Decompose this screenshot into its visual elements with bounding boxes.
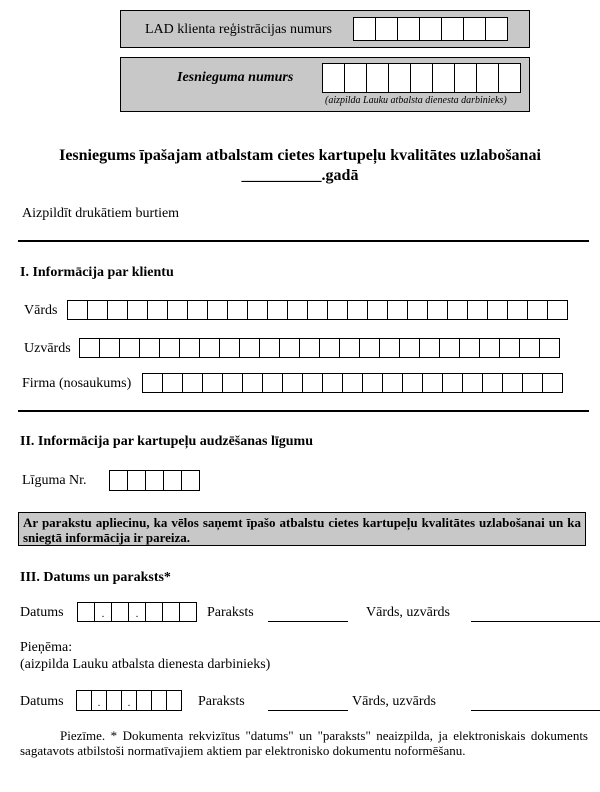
first-name-label: Vārds [24,303,58,318]
section3-heading: III. Datums un paraksts* [20,570,171,585]
submission-number-cells[interactable] [322,63,521,93]
name-surname-line[interactable] [471,621,600,622]
submission-number-note: (aizpilda Lauku atbalsta dienesta darbinieks) [325,95,507,106]
date-label-2: Datums [20,694,64,709]
divider [18,240,589,242]
first-name-cells[interactable] [67,300,568,320]
declaration-text: Ar parakstu apliecinu, ka vēlos saņemt īpašo atbalstu cietes kartupeļu kvalitātes uzlabošanai un ka sniegtā informācija ir pareiza. [23,515,581,545]
document-title [0,146,600,186]
accepted-label: Pieņēma: [20,640,73,655]
date-cells[interactable]: . . [77,602,197,622]
lad-number-label: LAD klienta reģistrācijas numurs [145,22,333,37]
name-surname-label-2: Vārds, uzvārds [352,694,436,709]
name-surname-label: Vārds, uzvārds [366,605,450,620]
company-label: Firma (nosaukums) [22,376,132,391]
signature-label: Paraksts [207,605,254,620]
instruction-text: Aizpildīt drukātiem burtiem [22,206,180,221]
footnote-text: Piezīme. * Dokumenta rekvizītus "datums" un "paraksts" neaizpilda, ja elektroniskais dokuments sagatavots atbilstoši normatīvajiem aktiem par elektronisko dokumentu noformēšanu. [20,728,588,758]
submission-number-box [120,57,530,112]
contract-number-label: Līguma Nr. [22,473,87,488]
lad-number-box [120,10,530,48]
last-name-cells[interactable] [79,338,560,358]
signature-line-2[interactable] [268,710,348,711]
footnote [20,728,588,758]
date-label: Datums [20,605,64,620]
accepted-note: (aizpilda Lauku atbalsta dienesta darbinieks) [20,657,271,672]
name-surname-line-2[interactable] [471,710,600,711]
date-cells-2[interactable]: . . [76,690,182,711]
last-name-label: Uzvārds [24,341,71,356]
divider [18,410,589,412]
section1-heading: I. Informācija par klientu [20,265,174,280]
signature-label-2: Paraksts [198,694,245,709]
submission-number-label: Iesnieguma numurs [177,70,294,85]
declaration-box [18,512,586,546]
document-title-line2: __________.gadā [241,167,359,184]
contract-number-cells[interactable] [109,470,200,491]
lad-number-cells[interactable] [353,17,508,41]
company-cells[interactable] [142,373,563,393]
signature-line[interactable] [268,621,348,622]
document-title-line1: Iesniegums īpašajam atbalstam cietes kartupeļu kvalitātes uzlabošanai [59,147,541,164]
section2-heading: II. Informācija par kartupeļu audzēšanas līgumu [20,434,314,449]
